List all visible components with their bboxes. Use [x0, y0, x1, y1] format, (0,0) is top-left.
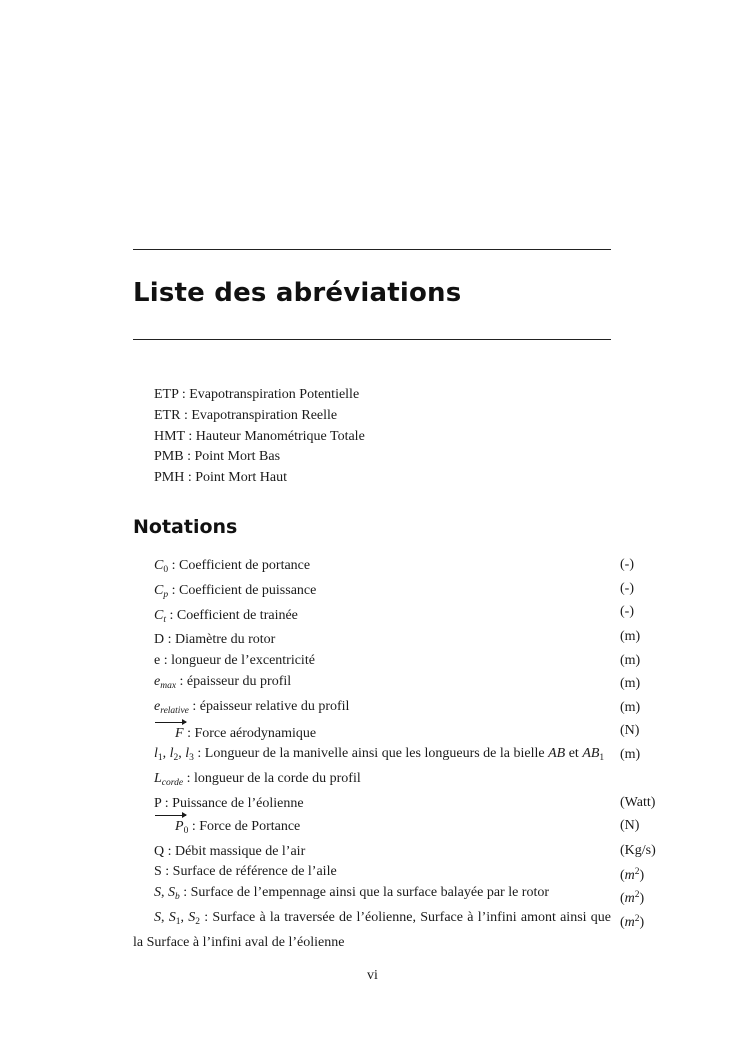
notation-item: $C_t$ : Coefficient de trainée — [154, 607, 298, 625]
unit-label: (m) — [620, 653, 641, 668]
abbreviation-item: ETR : Evapotranspiration Reelle — [154, 407, 338, 423]
unit-label: (Kg/s) — [620, 843, 656, 858]
notation-item: $l_1$, $l_2$, $l_3$ : Longueur de la manivelle ainsi que les longueurs de la bielle AB et $AB_1$ — [154, 746, 605, 764]
unit-label: (m) — [620, 629, 641, 644]
unit-label: (m) — [620, 747, 641, 762]
notation-item: P : Puissance de l’éolienne — [154, 795, 304, 811]
top-rule — [133, 249, 611, 250]
vector-arrow-icon: P — [154, 815, 184, 838]
unit-label: (m) — [620, 676, 641, 691]
notation-item: S, $S_1$, $S_2$ : Surface à la traversée de l’éolienne, Surface à l’infini amont ainsi que la Surface à l’infini aval de l’éolienne — [133, 909, 612, 950]
unit-label: (m) — [620, 700, 641, 715]
abbreviation-list — [154, 385, 365, 489]
notation-item: S, $S_b$ : Surface de l’empennage ainsi que la surface balayée par le rotor — [154, 885, 550, 903]
notation-item: Q : Débit massique de l’air — [154, 843, 306, 859]
unit-label: (-) — [620, 557, 634, 572]
unit-label: (N) — [620, 723, 640, 738]
notation-item: D : Diamètre du rotor — [154, 632, 276, 648]
unit-label: (-) — [620, 604, 634, 619]
abbreviation-item: ETP : Evapotranspiration Potentielle — [154, 387, 360, 402]
chapter-title: Liste des abréviations — [133, 278, 462, 308]
unit-label: (-) — [620, 581, 634, 596]
page-number: vi — [367, 968, 378, 983]
abbreviation-item: PMH : Point Mort Haut — [154, 470, 288, 486]
unit-label: (Watt) — [620, 795, 656, 810]
unit-label: $(m^2)$ — [620, 890, 645, 906]
vector-arrow-icon: F — [154, 722, 184, 745]
notation-item: $C_0$ : Coefficient de portance — [154, 558, 311, 575]
notation-list — [133, 556, 611, 954]
notation-item: $e_{max}$ : épaisseur du profil — [154, 673, 292, 691]
unit-label: $(m^2)$ — [620, 914, 645, 930]
notations-title: Notations — [133, 516, 238, 538]
notation-item: F : Force aérodynamique — [133, 722, 611, 745]
bottom-rule — [133, 339, 611, 340]
notation-item: $e_{relative}$ : épaisseur relative du profil — [154, 698, 350, 716]
unit-label: $(m^2)$ — [620, 867, 645, 883]
abbreviation-item: PMB : Point Mort Bas — [154, 449, 281, 465]
notation-item: e : longueur de l’excentricité — [154, 653, 315, 669]
notation-item: $P_0$ : Force de Portance — [133, 815, 611, 842]
notation-item: S : Surface de référence de l’aile — [154, 864, 337, 880]
abbreviation-item: HMT : Hauteur Manométrique Totale — [154, 428, 365, 444]
unit-label: (N) — [620, 818, 640, 833]
notation-item: $L_{corde}$ : longueur de la corde du profil — [154, 771, 361, 789]
notation-item: $C_p$ : Coefficient de puissance — [154, 582, 317, 600]
